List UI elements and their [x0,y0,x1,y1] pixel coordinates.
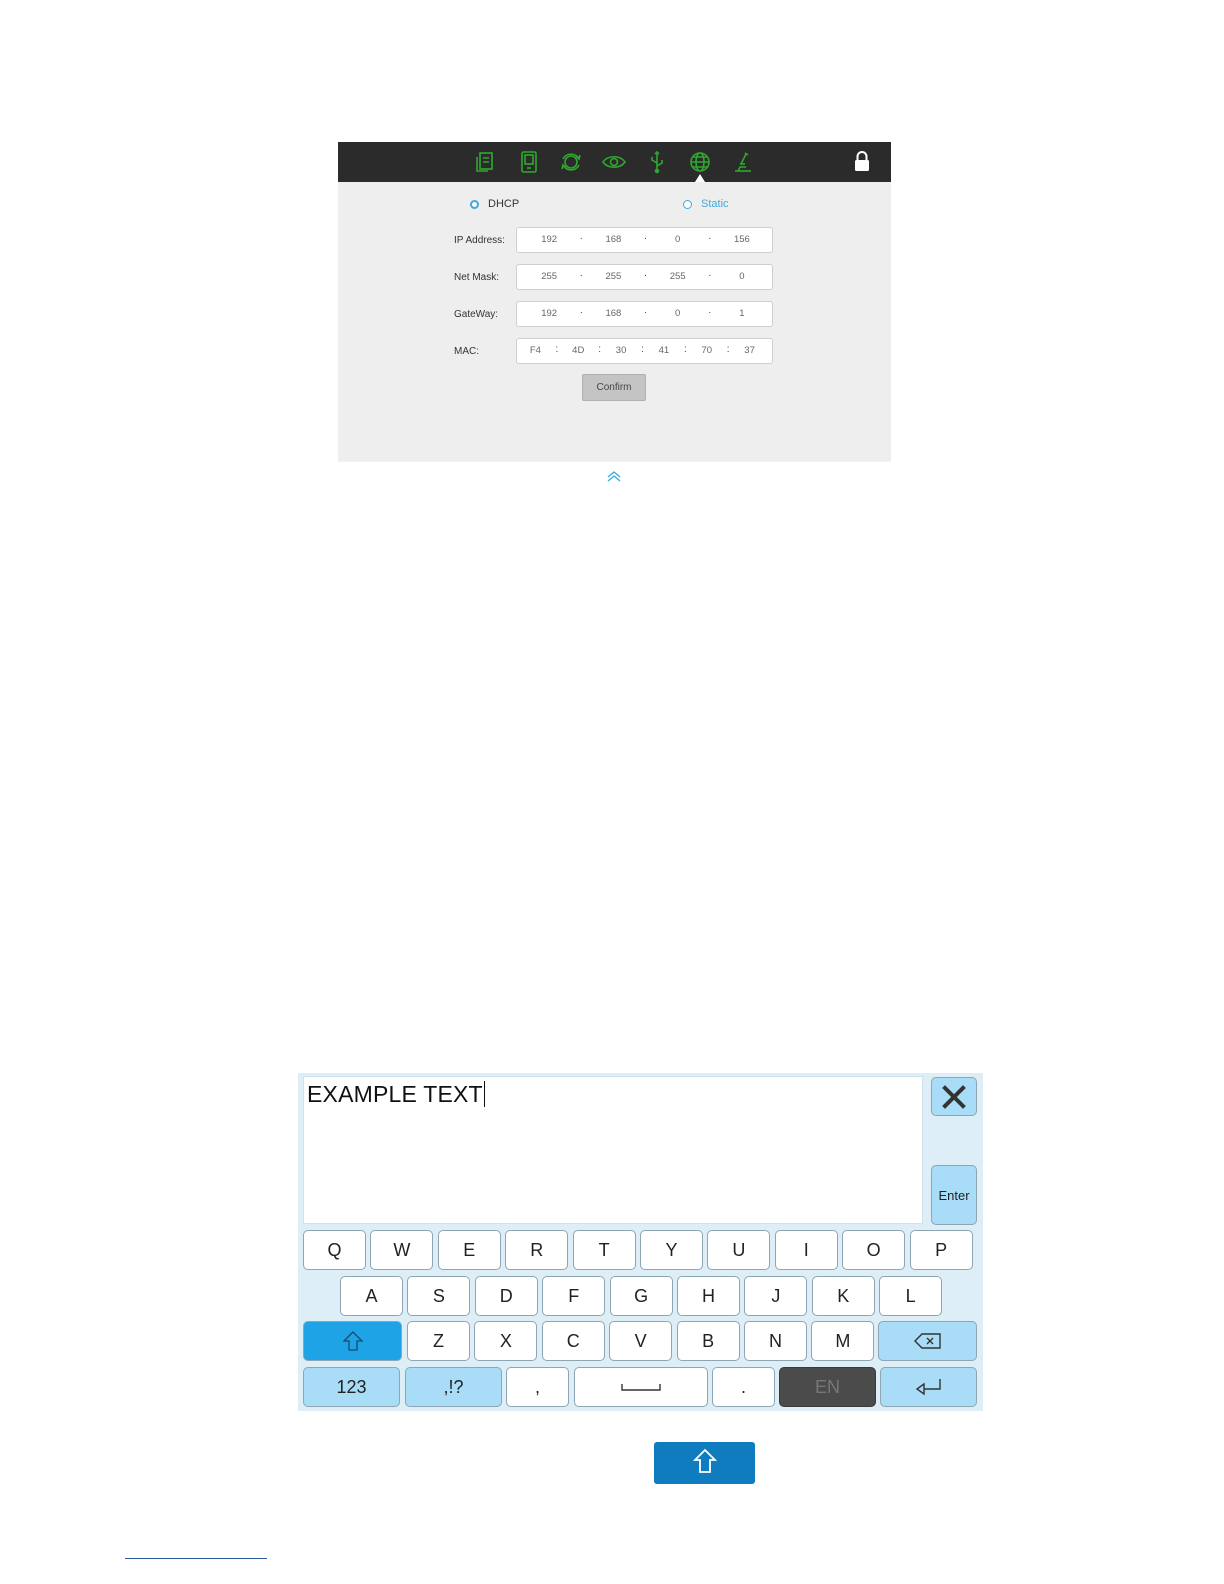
dhcp-label: DHCP [488,198,520,210]
lock-icon[interactable] [853,150,871,172]
letter-key[interactable]: R [505,1230,568,1270]
row-label: GateWay: [454,309,499,320]
address-field[interactable] [516,264,773,290]
return-icon [914,1377,944,1397]
close-keyboard-button[interactable] [931,1077,977,1116]
letter-key[interactable]: E [438,1230,501,1270]
letter-key[interactable]: S [407,1276,470,1316]
letter-key[interactable]: K [812,1276,875,1316]
confirm-button[interactable]: Confirm [582,374,646,401]
letter-key[interactable]: C [542,1321,605,1361]
panel-footer [338,461,891,488]
row-label: IP Address: [454,235,505,246]
tablet-icon[interactable] [517,150,541,174]
address-segment[interactable]: 192 [541,308,558,319]
language-key[interactable]: EN [779,1367,876,1407]
letter-key[interactable]: P [910,1230,973,1270]
letter-key[interactable]: J [744,1276,807,1316]
refresh-icon[interactable] [559,150,583,174]
space-icon [620,1381,662,1393]
microscope-icon[interactable] [731,150,755,174]
network-settings-panel [338,142,891,487]
numbers-key[interactable]: 123 [303,1367,400,1407]
address-segment[interactable]: 70 [701,345,713,356]
network-form [338,182,891,461]
letter-key[interactable]: T [573,1230,636,1270]
row-label: Net Mask: [454,272,500,283]
segment-separator: · [643,307,648,318]
dhcp-radio-indicator[interactable] [470,200,479,209]
backspace-icon [913,1332,943,1350]
collapse-up-icon[interactable] [606,469,622,483]
shift-icon [693,1448,717,1479]
letter-key[interactable]: A [340,1276,403,1316]
eye-icon[interactable] [602,150,626,174]
static-label: Static [701,198,729,210]
space-key[interactable] [574,1367,708,1407]
segment-separator: : [683,344,687,355]
letter-key[interactable]: Q [303,1230,366,1270]
address-field[interactable] [516,338,773,364]
address-segment[interactable]: 255 [541,271,558,282]
address-segment[interactable]: 41 [658,345,670,356]
letter-key[interactable]: G [610,1276,673,1316]
letter-key[interactable]: I [775,1230,838,1270]
usb-icon[interactable] [645,150,669,174]
segment-separator: · [579,233,583,244]
selected-tab-indicator [695,174,705,182]
address-segment[interactable]: 156 [733,234,750,245]
address-segment[interactable]: 192 [541,234,558,245]
segment-separator: · [579,270,583,281]
address-segment[interactable]: 1 [739,308,745,319]
letter-key[interactable]: F [542,1276,605,1316]
segment-separator: · [579,307,583,318]
enter-button[interactable]: Enter [931,1165,977,1225]
close-icon [941,1084,967,1110]
address-segment[interactable]: 0 [674,308,681,319]
letter-key[interactable]: V [609,1321,672,1361]
letter-key[interactable]: B [677,1321,740,1361]
globe-icon[interactable] [688,150,712,174]
shift-button-large[interactable] [654,1442,755,1484]
address-segment[interactable]: 0 [739,271,745,282]
letter-key[interactable]: Y [640,1230,703,1270]
static-radio[interactable] [683,198,729,210]
address-segment[interactable]: 0 [674,234,681,245]
row-label: MAC: [454,346,479,357]
period-key[interactable]: . [712,1367,775,1407]
segment-separator: : [726,344,730,355]
address-segment[interactable]: F4 [529,345,541,356]
text-value: EXAMPLE TEXT [307,1081,483,1107]
letter-key[interactable]: Z [407,1321,470,1361]
shift-icon [342,1330,364,1352]
shift-key[interactable] [303,1321,402,1361]
address-segment[interactable]: 4D [572,345,585,356]
letter-key[interactable]: W [370,1230,433,1270]
address-segment[interactable]: 255 [605,271,622,282]
dhcp-radio[interactable] [470,198,519,210]
top-toolbar [338,142,891,182]
address-segment[interactable]: 168 [605,234,622,245]
segment-separator: · [708,233,712,244]
letter-key[interactable]: L [879,1276,942,1316]
segment-separator: : [641,344,644,355]
on-screen-keyboard [298,1073,983,1411]
letter-key[interactable]: D [475,1276,538,1316]
address-field[interactable] [516,227,773,253]
comma-key[interactable]: , [506,1367,569,1407]
address-segment[interactable]: 30 [615,345,627,356]
letter-key[interactable]: X [474,1321,537,1361]
footnote-separator [125,1558,267,1559]
address-segment[interactable]: 168 [605,308,622,319]
segment-separator: · [708,270,712,281]
letter-key[interactable]: H [677,1276,740,1316]
segment-separator: : [598,344,602,355]
letter-key[interactable]: N [744,1321,807,1361]
text-caret [484,1081,485,1107]
symbols-key[interactable]: ,!? [405,1367,502,1407]
segment-separator: · [708,307,712,318]
return-key[interactable] [880,1367,977,1407]
address-field[interactable] [516,301,773,327]
static-radio-indicator[interactable] [683,200,692,209]
segment-separator: : [555,344,559,355]
letter-key[interactable]: O [842,1230,905,1270]
address-segment[interactable]: 37 [744,345,755,356]
text-input-area[interactable] [303,1076,923,1224]
segment-separator: · [643,233,648,244]
letter-key[interactable]: U [707,1230,770,1270]
segment-separator: · [643,270,648,281]
backspace-key[interactable] [878,1321,977,1361]
address-segment[interactable]: 255 [669,271,686,282]
letter-key[interactable]: M [811,1321,874,1361]
files-icon[interactable] [474,150,498,174]
